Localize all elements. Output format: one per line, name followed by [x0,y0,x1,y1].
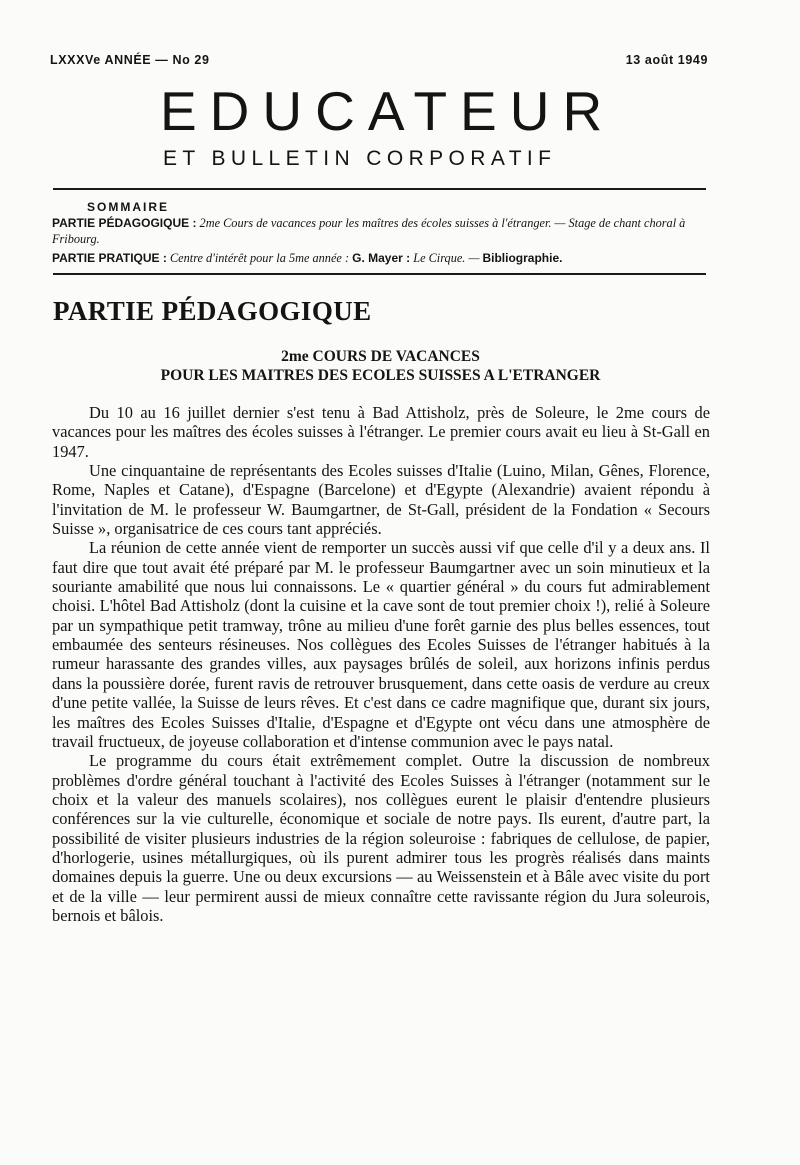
masthead-title: EDUCATEUR [160,80,616,142]
issue-header-line [50,53,708,67]
article-paragraph: La réunion de cette année vient de remporter un succès aussi vif que celle d'il y a deux ans. Il faut dire que tout avait été préparé par M. le professeur Baumgartner avec un soin minutieux et la souriante amabilité que nous lui connaissons. Le « quartier général » du cours fut admirablement choisi. L'hôtel Bad Attisholz (dont la cuisine et la cave sont de tout premier choix !), relié à Soleure par un sympathique petit tramway, trône au milieu d'une forêt garnie des plus belles essences, tout embaumée des senteurs résineuses. Nos collègues des Ecoles Suisses de l'étranger habitués à la rumeur harassante des grandes villes, aux paysages brûlés de soleil, aux horizons infinis perdus dans la poussière dorée, furent ravis de retrouver brusquement, dans cette oasis de verdure au creux d'une petite vallée, la Suisse de leurs rêves. Et c'est dans ce cadre magnifique que, durant six jours, les maîtres des Ecoles Suisses d'Italie, d'Espagne et d'Egypte ont vécu dans une atmosphère de travail fructueux, de joyeuse collaboration et d'intense communion avec le pays natal. [52,538,710,751]
article-paragraph: Une cinquantaine de représentants des Ecoles suisses d'Italie (Luino, Milan, Gênes, Florence, Rome, Naples et Catane), d'Espagne (Barcelone) et d'Egypte (Alexandrie) avaient répondu à l'invitation de M. le professeur W. Baumgartner, de St-Gall, président de la Fondation « Secours Suisse », organisatrice de ces cours tant appréciés. [52,461,710,539]
summary-peda-label: PARTIE PÉDAGOGIQUE : [52,216,197,230]
summary-prat-text1: Centre d'intérêt pour la 5me année : [169,251,350,265]
summary-peda [52,215,712,247]
issue-date: 13 août 1949 [625,53,708,67]
summary-peda-text: 2me Cours de vacances pour les maîtres des écoles suisses à l'étranger. — Stage de chant choral à Fribourg. [52,216,686,246]
issue-number: LXXXVe ANNÉE — No 29 [50,53,210,67]
section-title: PARTIE PÉDAGOGIQUE [53,296,372,326]
divider-top [53,188,706,190]
summary-prat-author: G. Mayer : [352,251,411,265]
article-paragraph: Le programme du cours était extrêmement complet. Outre la discussion de nombreux problèmes d'ordre général touchant à l'activité des Ecoles Suisses à l'étranger (notamment sur le choix et la valeur des manuels scolaires), nos collègues eurent le plaisir d'entendre plusieurs conférences sur la vie culturelle, économique et sociale de notre pays. Ils eurent, d'autre part, la possibilité de visiter plusieurs industries de la région soleuroise : fabriques de cellulose, de papier, d'horlogerie, usines métallurgiques, où ils purent admirer tous les progrès réalisés dans maints domaines depuis la guerre. Une ou deux excursions — au Weissenstein et à Bâle avec visite du port et de la ville — leur permirent aussi de mieux connaître cette ravissante région du Jura soleurois, bernois et bâlois. [52,751,710,925]
summary-title: SOMMAIRE [87,200,169,214]
article-body [52,403,710,925]
summary-prat-label: PARTIE PRATIQUE : [52,251,167,265]
divider-bottom [53,273,706,275]
summary-prat-text2: Le Cirque. — [413,251,480,265]
summary-prat-biblio: Bibliographie. [482,251,563,265]
article-title-line1: 2me COURS DE VACANCES [281,348,480,365]
article-paragraph: Du 10 au 16 juillet dernier s'est tenu à Bad Attisholz, près de Soleure, le 2me cours de vacances pour les maîtres des écoles suisses à l'étranger. Le premier cours avait eu lieu à St-Gall en 1947. [52,403,710,461]
summary-prat [52,250,712,266]
summary-block [52,199,712,266]
article-title-line2: POUR LES MAITRES DES ECOLES SUISSES A L'ETRANGER [160,367,601,384]
masthead-subtitle: ET BULLETIN CORPORATIF [163,147,557,170]
article-title [53,347,708,385]
